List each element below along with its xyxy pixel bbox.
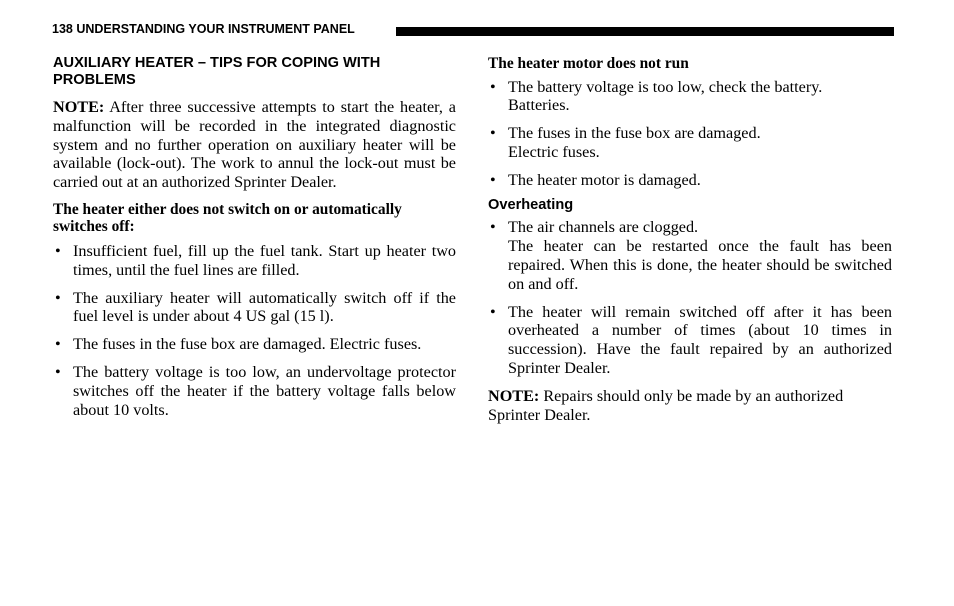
list-item-sub: The heater can be restarted once the fault has been repaired. When this is done, the heater should be switched on and off. bbox=[508, 237, 892, 293]
list-item: • Insufficient fuel, fill up the fuel tank. Start up heater two times, until the fuel lines are filled. bbox=[53, 242, 456, 280]
right-column bbox=[488, 55, 892, 424]
list-item: • The battery voltage is too low, an undervoltage protector switches off the heater if the battery voltage falls below about 10 volts. bbox=[53, 363, 456, 419]
header-rule bbox=[396, 27, 894, 36]
motor-cause-list bbox=[488, 78, 892, 190]
list-item bbox=[488, 124, 892, 162]
note-label: NOTE: bbox=[53, 98, 105, 116]
list-item bbox=[488, 78, 892, 116]
page-number-title: 138 UNDERSTANDING YOUR INSTRUMENT PANEL bbox=[52, 22, 365, 36]
list-item-main: • The fuses in the fuse box are damaged. bbox=[508, 124, 761, 143]
left-column bbox=[53, 55, 456, 419]
note-text: Repairs should only be made by an authorized Sprinter Dealer. bbox=[488, 386, 844, 424]
list-item bbox=[488, 218, 892, 293]
list-item-main: • The battery voltage is too low, check the battery. bbox=[508, 77, 823, 96]
list-item-sub: Electric fuses. bbox=[508, 142, 600, 161]
note-paragraph bbox=[488, 387, 892, 425]
list-item bbox=[488, 171, 892, 190]
note-text: After three successive attempts to start the heater, a malfunction will be recorded in the integrated diagnostic system and no further operation on auxiliary heater will be available (lock-out). The work to annul the lock-out must be carried out at an authorized Sprinter Dealer. bbox=[53, 98, 456, 192]
subheading-not-switch-on: The heater either does not switch on or automatically switches off: bbox=[53, 200, 402, 236]
list-item-main: • The heater motor is damaged. bbox=[508, 170, 701, 189]
subheading-motor-not-run: The heater motor does not run bbox=[488, 55, 689, 72]
list-item-main: • The heater will remain switched off after it has been overheated a number of times (about 10 times in succession). Have the fault repaired by an authorized Sprinter Dealer. bbox=[508, 302, 892, 378]
list-item-main: • The air channels are clogged. bbox=[508, 218, 699, 237]
page-header bbox=[52, 21, 894, 37]
section-title: AUXILIARY HEATER – TIPS FOR COPING WITH PROBLEMS bbox=[53, 55, 381, 88]
list-item: • The auxiliary heater will automatically switch off if the fuel level is under about 4 US gal (15 l). bbox=[53, 289, 456, 327]
cause-list bbox=[53, 242, 456, 419]
overheating-title: Overheating bbox=[488, 197, 574, 214]
overheating-list bbox=[488, 218, 892, 377]
list-item bbox=[488, 303, 892, 378]
note-label: NOTE: bbox=[488, 386, 540, 405]
note-paragraph bbox=[53, 98, 456, 192]
list-item-sub: Batteries. bbox=[508, 96, 570, 115]
list-item: • The fuses in the fuse box are damaged. Electric fuses. bbox=[53, 335, 456, 354]
